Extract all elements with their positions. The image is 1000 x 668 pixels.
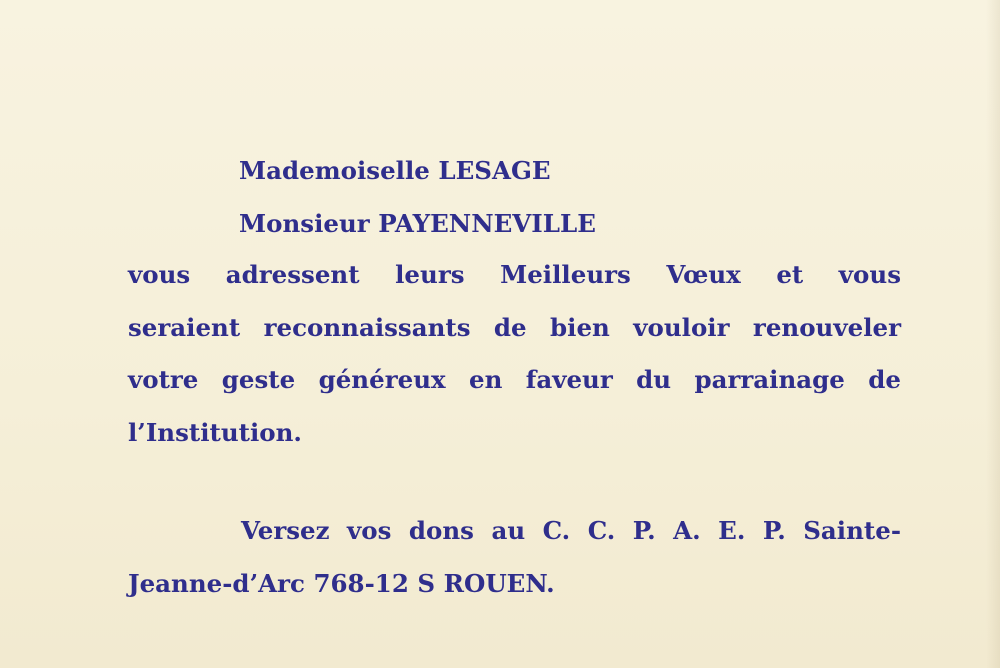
message-line-3: votre geste généreux en faveur du parrainage de (128, 365, 901, 394)
message-line-1: vous adressent leurs Meilleurs Vœux et vous (128, 260, 901, 289)
message-line-4: l’Institution. (128, 418, 302, 447)
donation-line-2: Jeanne-d’Arc 768-12 S ROUEN. (128, 569, 555, 598)
sender-line-2: Monsieur PAYENNEVILLE (239, 209, 596, 238)
sender-line-1: Mademoiselle LESAGE (239, 156, 551, 185)
donation-line-1: Versez vos dons au C. C. P. A. E. P. Sainte- (241, 516, 901, 545)
message-line-2: seraient reconnaissants de bien vouloir renouveler (128, 313, 901, 342)
